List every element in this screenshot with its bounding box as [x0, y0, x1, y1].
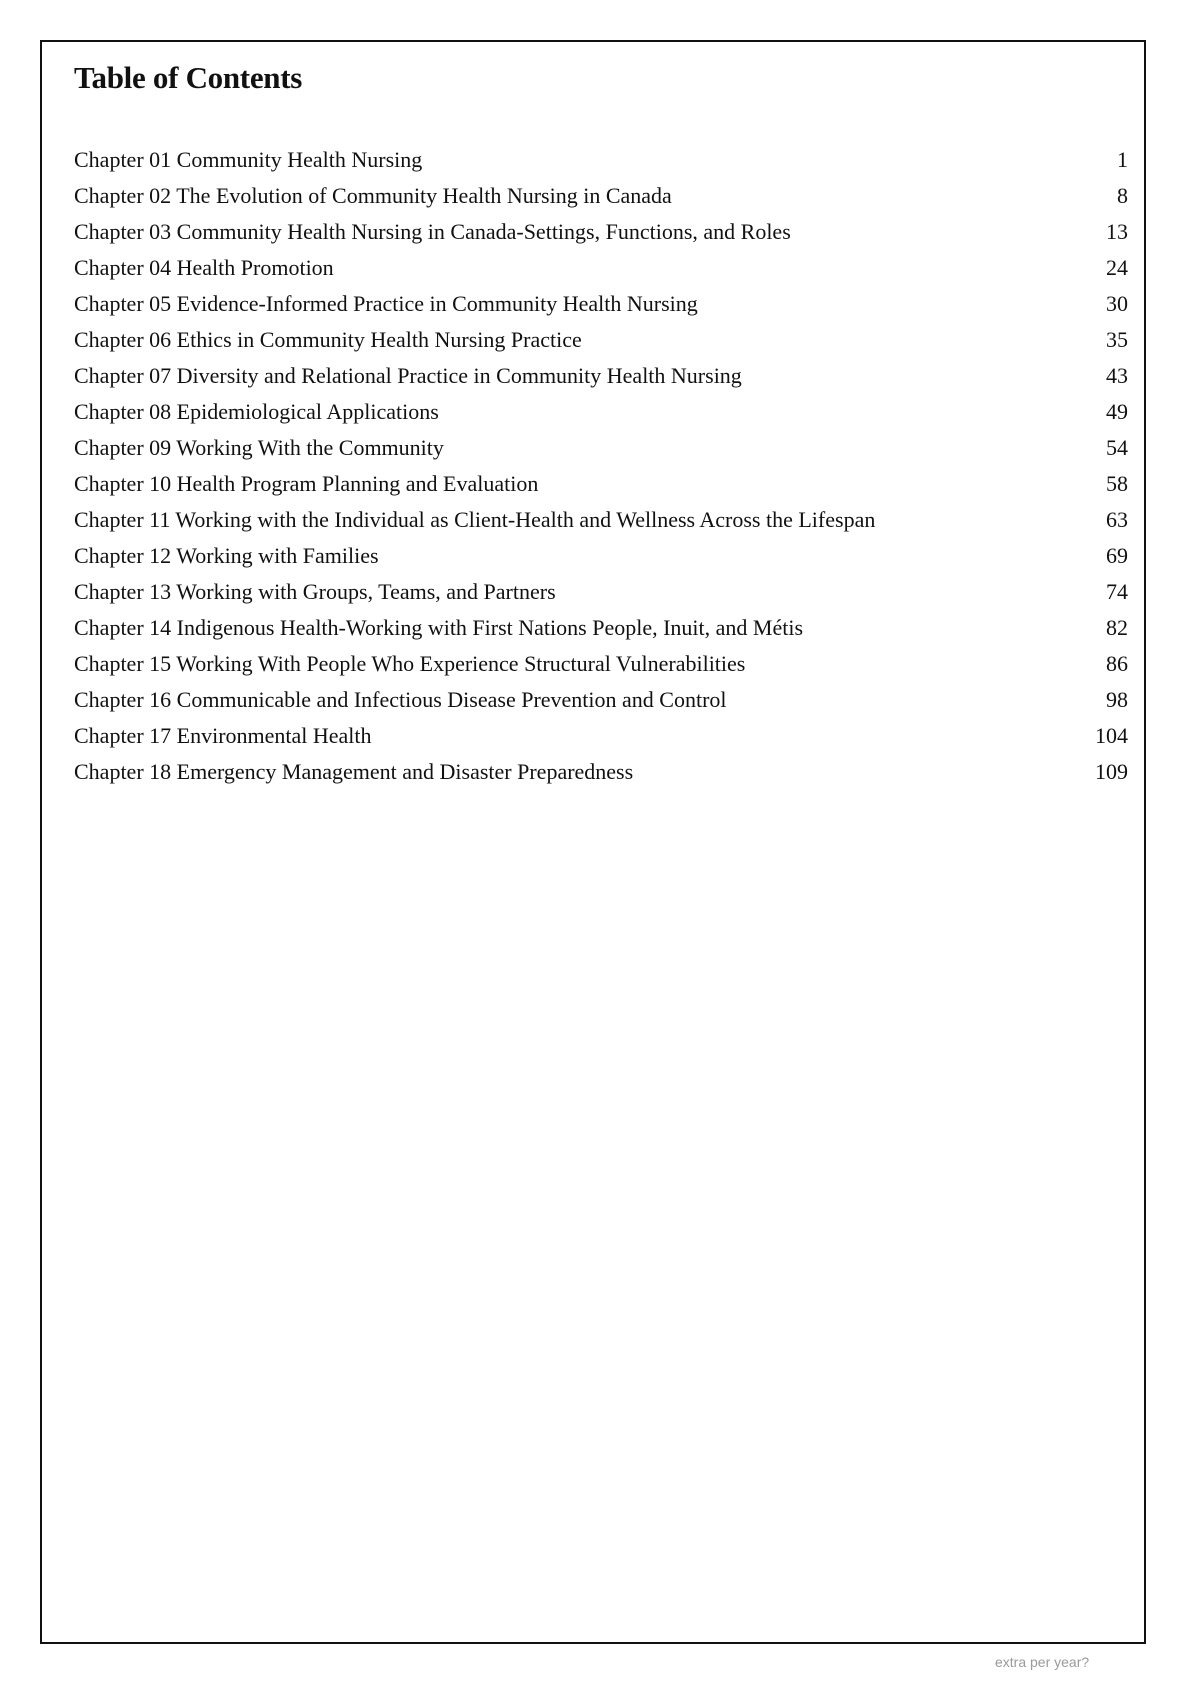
toc-entry-page: 63	[1106, 507, 1128, 532]
toc-entry-label: Chapter 03 Community Health Nursing in Canada-Settings, Functions, and Roles	[74, 219, 791, 244]
toc-entry[interactable]	[74, 574, 1128, 610]
toc-entry[interactable]	[74, 214, 1128, 250]
toc-entry-label: Chapter 15 Working With People Who Experience Structural Vulnerabilities	[74, 651, 746, 676]
toc-entry-label: Chapter 17 Environmental Health	[74, 723, 372, 748]
toc-entry-page: 58	[1106, 471, 1128, 496]
toc-entry[interactable]	[74, 466, 1128, 502]
toc-entry-page: 24	[1106, 255, 1128, 280]
toc-entry-label: Chapter 02 The Evolution of Community Health Nursing in Canada	[74, 183, 672, 208]
toc-entry[interactable]	[74, 682, 1128, 718]
footer-note: extra per year?	[995, 1654, 1090, 1670]
toc-entry-page: 109	[1095, 759, 1128, 784]
toc-entry-page: 82	[1106, 615, 1128, 640]
page-border	[40, 40, 1146, 1644]
toc-entry[interactable]	[74, 358, 1128, 394]
toc-entry[interactable]	[74, 646, 1128, 682]
toc-entry-label: Chapter 18 Emergency Management and Disaster Preparedness	[74, 759, 634, 784]
toc-entry[interactable]	[74, 142, 1128, 178]
toc-entry-page: 98	[1106, 687, 1128, 712]
toc-entry-page: 8	[1117, 183, 1128, 208]
toc-entry[interactable]	[74, 394, 1128, 430]
toc-entry[interactable]	[74, 610, 1128, 646]
toc-entry-page: 69	[1106, 543, 1128, 568]
toc-entry-page: 30	[1106, 291, 1128, 316]
toc-entry-page: 43	[1106, 363, 1128, 388]
toc-entry-page: 1	[1117, 147, 1128, 172]
toc-title: Table of Contents	[74, 60, 303, 95]
toc-entry[interactable]	[74, 178, 1128, 214]
toc-entry[interactable]	[74, 250, 1128, 286]
toc-entry-label: Chapter 05 Evidence-Informed Practice in Community Health Nursing	[74, 291, 698, 316]
toc-entry-page: 35	[1106, 327, 1128, 352]
toc-entry[interactable]	[74, 718, 1128, 754]
toc-entry-label: Chapter 08 Epidemiological Applications	[74, 399, 439, 424]
toc-entry-label: Chapter 06 Ethics in Community Health Nursing Practice	[74, 327, 582, 352]
toc-entry-label: Chapter 11 Working with the Individual as Client-Health and Wellness Across the Lifespan	[74, 507, 876, 532]
toc-entry-label: Chapter 14 Indigenous Health-Working with First Nations People, Inuit, and Métis	[74, 615, 804, 640]
toc-entry-page: 54	[1106, 435, 1128, 460]
toc-entry[interactable]	[74, 538, 1128, 574]
toc-entry-label: Chapter 04 Health Promotion	[74, 255, 334, 280]
toc-entry-label: Chapter 07 Diversity and Relational Practice in Community Health Nursing	[74, 363, 742, 388]
toc-entry-label: Chapter 12 Working with Families	[74, 543, 379, 568]
toc-entry-page: 86	[1106, 651, 1128, 676]
toc-entry-page: 104	[1095, 723, 1128, 748]
toc-entry-label: Chapter 13 Working with Groups, Teams, and Partners	[74, 579, 556, 604]
toc-entry[interactable]	[74, 286, 1128, 322]
toc-list	[74, 142, 1128, 790]
toc-entry-page: 74	[1106, 579, 1128, 604]
toc-entry[interactable]	[74, 754, 1128, 790]
toc-entry-label: Chapter 01 Community Health Nursing	[74, 147, 423, 172]
toc-entry-label: Chapter 10 Health Program Planning and Evaluation	[74, 471, 539, 496]
toc-entry[interactable]	[74, 502, 1128, 538]
toc-entry[interactable]	[74, 322, 1128, 358]
toc-entry-label: Chapter 09 Working With the Community	[74, 435, 444, 460]
toc-entry-page: 13	[1106, 219, 1128, 244]
toc-entry-page: 49	[1106, 399, 1128, 424]
toc-entry[interactable]	[74, 430, 1128, 466]
toc-entry-label: Chapter 16 Communicable and Infectious Disease Prevention and Control	[74, 687, 727, 712]
